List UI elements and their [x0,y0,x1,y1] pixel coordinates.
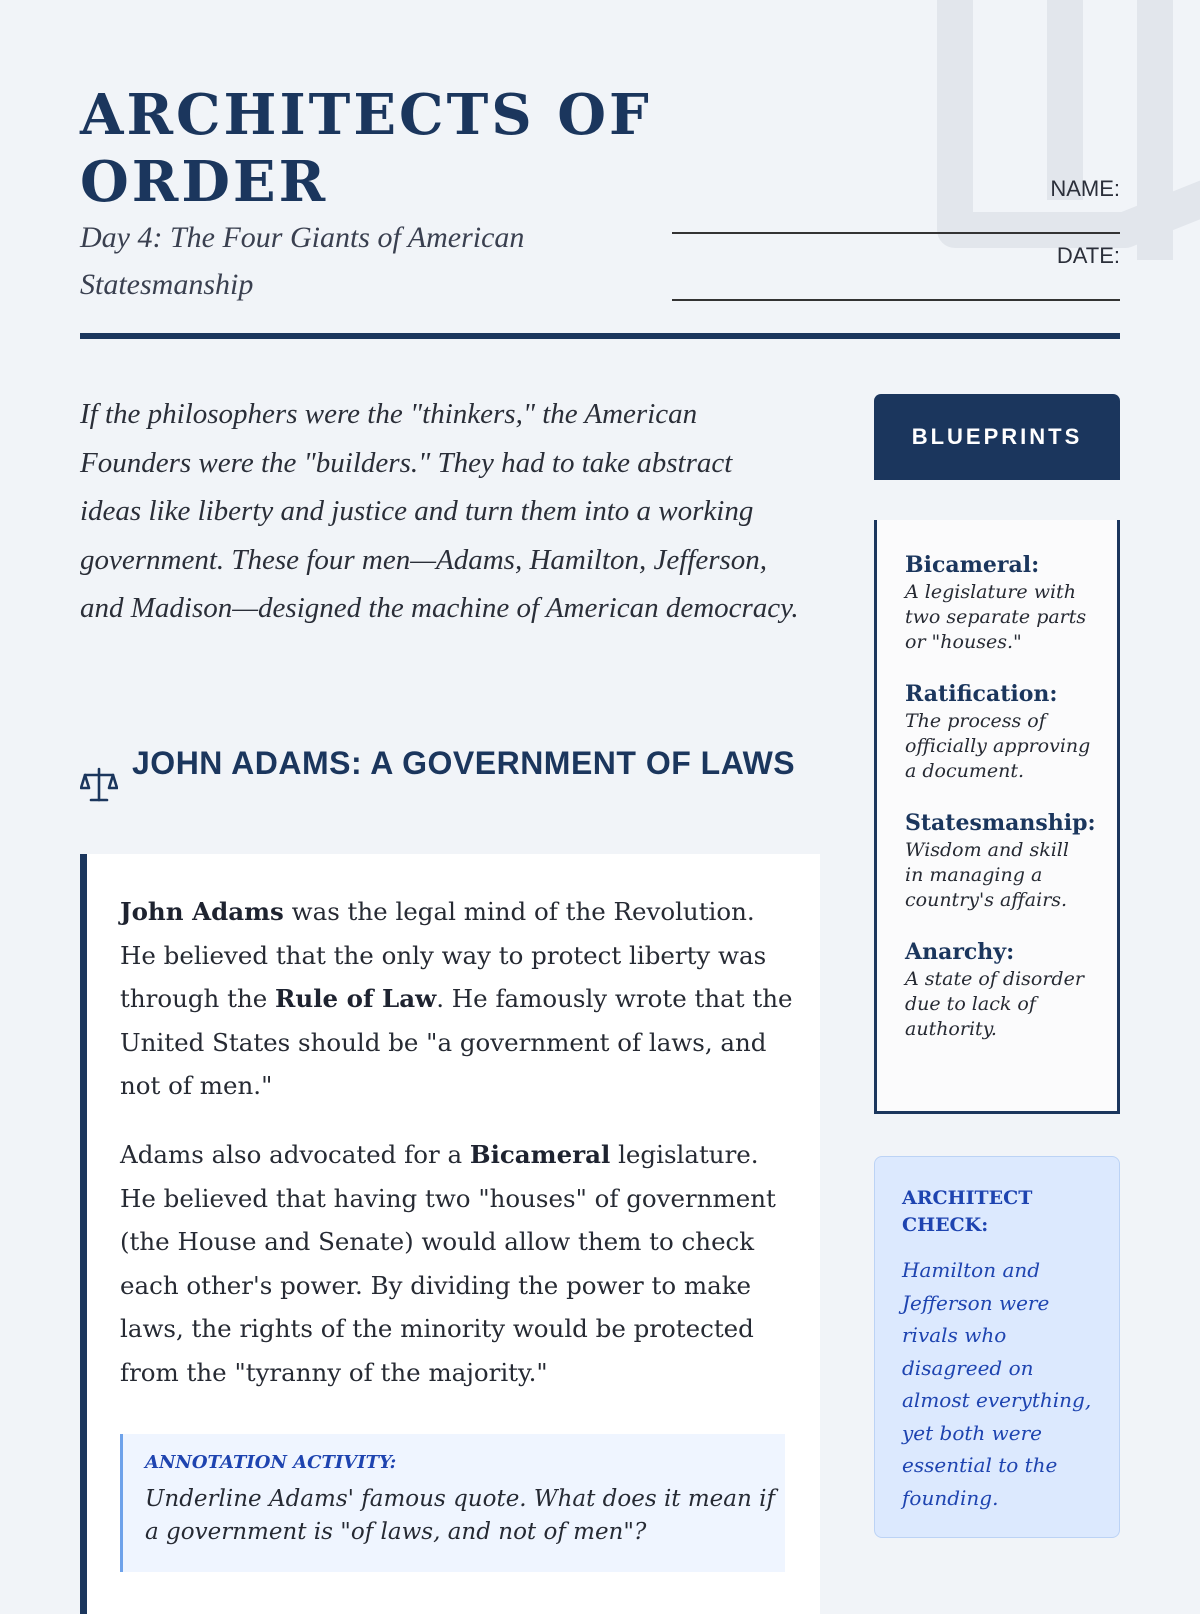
activity-text: Underline Adams' famous quote. What does it mean if a government is "of laws, and not of men"? [145,1486,775,1545]
scale-icon [80,766,118,804]
activity-label: ANNOTATION ACTIVITY: [145,1452,397,1473]
adams-name: John Adams [120,897,284,926]
adams-paragraph-1: John Adams was the legal mind of the Revolution. He believed that the only way to protect liberty was through the Rule of Law. He famously wrote that the United States should be "a government of laws, and not of men." [120,897,793,1100]
term-item: Statesmanship: Wisdom and skill in managing a country's affairs. [905,810,1096,911]
header-rule [80,333,1120,339]
term-item: Anarchy: A state of disorder due to lack of authority. [905,939,1084,1040]
architect-check-callout [874,1156,1120,1538]
page-subtitle: Day 4: The Four Giants of American Statesmanship [80,221,525,301]
section-title: JOHN ADAMS: A GOVERNMENT OF LAWS [132,745,796,781]
name-label: NAME: [1050,176,1120,201]
bicameral-term: Bicameral [469,1140,611,1169]
date-label: DATE: [1056,243,1120,268]
annotation-activity [120,1434,785,1572]
blueprints-box [874,520,1120,1114]
date-field[interactable] [672,299,1120,301]
page-title: ARCHITECTS OF ORDER [80,82,652,215]
adams-paragraph-2: Adams also advocated for a Bicameral legislature. He believed that having two "houses" of government (the House and Senate) would allow them to check each other's power. By dividing the power to make laws, the rights of the minority would be protected from the "tyranny of the majority." [120,1140,776,1387]
column-watermark-icon [905,0,1200,300]
term-item: Ratification: The process of officially approving a document. [905,681,1091,782]
check-text: Hamilton and Jefferson were rivals who disagreed on almost everything, yet both were essential to the founding. [902,1258,1092,1510]
term-item: Bicameral: A legislature with two separate parts or "houses." [905,552,1087,653]
intro-paragraph: If the philosophers were the "thinkers," the American Founders were the "builders." They had to take abstract ideas like liberty and justice and turn them into a working government. These four men—Adams, Hamilton, Jefferson, and Madison—designed the machine of American democracy. [80,398,799,624]
rule-of-law-term: Rule of Law [275,984,437,1013]
check-title: ARCHITECT CHECK: [902,1187,1033,1236]
content-card [80,854,820,1614]
name-field[interactable] [672,232,1120,234]
blueprints-header: BLUEPRINTS [874,394,1120,480]
